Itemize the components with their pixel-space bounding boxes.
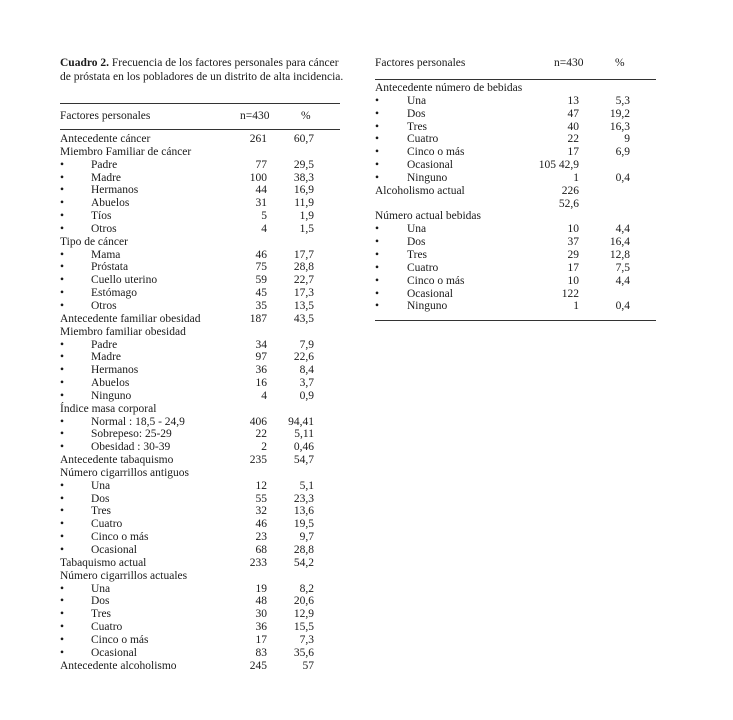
- row-n-value: 233: [249, 556, 267, 569]
- row-n-value: 45: [255, 287, 267, 300]
- row-label: Hermanos: [91, 184, 139, 197]
- table-row: [60, 660, 340, 673]
- row-pct-value: 57: [302, 659, 314, 672]
- row-label: Antecedente familiar obesidad: [60, 312, 201, 325]
- row-n-value: 52,6: [558, 197, 579, 210]
- bullet-icon: •: [60, 299, 65, 312]
- row-pct-value: 60,7: [293, 133, 314, 145]
- row-n-value: 30: [255, 608, 267, 621]
- bullet-icon: •: [60, 646, 65, 659]
- row-label: Tabaquismo actual: [60, 556, 147, 569]
- row-n-value: 29: [567, 248, 579, 261]
- table-row: [375, 121, 656, 134]
- row-label: Próstata: [91, 261, 129, 274]
- row-n-value: 10: [567, 223, 579, 236]
- table-row: [375, 198, 656, 211]
- bullet-icon: •: [375, 107, 380, 120]
- table-row: [375, 185, 656, 198]
- row-n-value: 44: [255, 184, 267, 197]
- row-label: Ocasional: [407, 287, 453, 300]
- bullet-icon: •: [375, 146, 380, 159]
- bullet-icon: •: [375, 274, 380, 287]
- table-row: [375, 236, 656, 249]
- row-label: Cinco o más: [91, 531, 149, 544]
- table-row: [60, 210, 340, 223]
- table-row: [60, 351, 340, 364]
- table-row: [60, 133, 340, 146]
- bullet-icon: •: [60, 261, 65, 274]
- bullet-icon: •: [60, 389, 65, 402]
- table-row: [60, 454, 340, 467]
- table-row: [60, 146, 340, 159]
- row-pct-value: 19,5: [293, 518, 314, 531]
- row-label: Madre: [91, 351, 122, 364]
- bullet-icon: •: [60, 184, 65, 197]
- row-label: Tres: [91, 505, 112, 518]
- left-header-n: n=430: [240, 110, 270, 122]
- row-pct-value: 9: [624, 133, 630, 146]
- caption-label: Cuadro 2.: [60, 57, 109, 69]
- table-row: [60, 608, 340, 621]
- bullet-icon: •: [375, 223, 380, 236]
- row-label: Dos: [407, 236, 426, 249]
- row-pct-value: 6,9: [615, 146, 630, 159]
- row-pct-value: 16,4: [609, 236, 630, 249]
- row-pct-value: 7,3: [299, 633, 314, 646]
- row-pct-value: 8,2: [299, 582, 314, 595]
- table-row: [60, 505, 340, 518]
- row-pct-value: 16,9: [293, 184, 314, 197]
- row-pct-value: 1,5: [299, 222, 314, 235]
- row-label: Cuatro: [407, 133, 439, 146]
- table-row: [375, 159, 656, 172]
- table-row: [60, 595, 340, 608]
- row-pct-value: 20,6: [293, 595, 314, 608]
- row-n-value: 10: [567, 274, 579, 287]
- row-n-value: 40: [567, 120, 579, 133]
- row-label: Cuatro: [91, 518, 123, 531]
- table-row: [60, 416, 340, 429]
- row-n-value: 55: [255, 492, 267, 505]
- row-label: Madre: [91, 171, 122, 184]
- bullet-icon: •: [60, 518, 65, 531]
- bullet-icon: •: [60, 608, 65, 621]
- table-row: [60, 647, 340, 660]
- row-n-value: 122: [561, 287, 579, 300]
- row-n-value: 23: [255, 531, 267, 544]
- bullet-icon: •: [60, 633, 65, 646]
- row-label: Cinco o más: [407, 146, 465, 159]
- row-n-value: 19: [255, 582, 267, 595]
- row-n-value: 77: [255, 158, 267, 171]
- bullet-icon: •: [60, 377, 65, 390]
- table-row: [60, 403, 340, 416]
- table-row: [375, 262, 656, 275]
- row-label: Una: [91, 479, 111, 492]
- right-header-n: n=430: [554, 57, 584, 69]
- bullet-icon: •: [375, 236, 380, 249]
- table-row: [60, 261, 340, 274]
- row-n-value: 36: [255, 621, 267, 634]
- row-label: Ninguno: [91, 389, 132, 402]
- table-row: [375, 146, 656, 159]
- table-row: [60, 634, 340, 647]
- row-label: Cuatro: [407, 261, 439, 274]
- row-label: Cinco o más: [407, 274, 465, 287]
- row-pct-value: 13,5: [293, 299, 314, 312]
- table-row: [60, 223, 340, 236]
- row-pct-value: 17,3: [293, 287, 314, 300]
- bullet-icon: •: [60, 621, 65, 634]
- row-pct-value: 43,5: [293, 312, 314, 325]
- table-row: [375, 133, 656, 146]
- row-pct-value: 4,4: [615, 274, 630, 287]
- row-label: Padre: [91, 158, 118, 171]
- table-row: [60, 518, 340, 531]
- row-n-value: 37: [567, 236, 579, 249]
- table-row: [375, 288, 656, 301]
- row-n-value: 46: [255, 518, 267, 531]
- bullet-icon: •: [60, 274, 65, 287]
- bullet-icon: •: [60, 531, 65, 544]
- row-n-value: 83: [255, 646, 267, 659]
- bullet-icon: •: [375, 248, 380, 261]
- bullet-icon: •: [60, 441, 65, 454]
- row-pct-value: 1,9: [299, 210, 314, 223]
- table-row: [60, 287, 340, 300]
- row-label: Antecedente cáncer: [60, 133, 151, 145]
- row-n-value: 235: [249, 454, 267, 467]
- row-label: Número cigarrillos antiguos: [60, 466, 190, 479]
- table-row: [60, 621, 340, 634]
- left-header-factor: Factores personales: [60, 110, 151, 122]
- right-bottom-rule: [375, 320, 656, 321]
- table-row: [375, 249, 656, 262]
- table-row: [60, 480, 340, 493]
- row-pct-value: 19,2: [609, 107, 630, 120]
- row-pct-value: 4,4: [615, 223, 630, 236]
- row-n-value: 245: [249, 659, 267, 672]
- table-row: [60, 300, 340, 313]
- row-n-value: 36: [255, 364, 267, 377]
- row-n-value: 187: [249, 312, 267, 325]
- row-label: Número actual bebidas: [375, 210, 482, 223]
- row-label: Mama: [91, 248, 121, 261]
- table-row: [375, 82, 656, 95]
- row-label: Cuatro: [91, 621, 123, 634]
- row-label: Dos: [407, 107, 426, 120]
- row-label: Ocasional: [91, 544, 137, 556]
- row-n-value: 47: [567, 107, 579, 120]
- table-row: [60, 197, 340, 210]
- table-row: [375, 210, 656, 223]
- table-row: [60, 493, 340, 506]
- row-pct-value: 13,6: [293, 505, 314, 518]
- row-n-value: 17: [567, 261, 579, 274]
- left-header-rule: [60, 129, 340, 130]
- row-n-value: 1: [573, 300, 579, 313]
- row-label: Antecedente alcoholismo: [60, 659, 177, 672]
- bullet-icon: •: [60, 210, 65, 223]
- row-n-value: 97: [255, 351, 267, 364]
- row-label: Antecedente número de bebidas: [375, 82, 523, 94]
- row-label: Normal : 18,5 - 24,9: [91, 415, 185, 428]
- table-row: [60, 159, 340, 172]
- row-pct-value: 22,6: [293, 351, 314, 364]
- bullet-icon: •: [60, 287, 65, 300]
- left-top-rule: [60, 103, 340, 104]
- row-pct-value: 54,2: [293, 556, 314, 569]
- row-pct-value: 28,8: [293, 261, 314, 274]
- bullet-icon: •: [60, 582, 65, 595]
- row-label: Número cigarrillos actuales: [60, 569, 188, 582]
- row-label: Abuelos: [91, 377, 130, 390]
- row-n-value: 1: [573, 171, 579, 184]
- row-n-value: 100: [249, 171, 267, 184]
- table-row: [60, 313, 340, 326]
- row-label: Ninguno: [407, 171, 448, 184]
- row-n-value: 75: [255, 261, 267, 274]
- bullet-icon: •: [60, 479, 65, 492]
- row-pct-value: 7,9: [299, 338, 314, 351]
- row-pct-value: 12,9: [293, 608, 314, 621]
- row-n-value: 48: [255, 595, 267, 608]
- row-pct-value: 12,8: [609, 248, 630, 261]
- table-row: [375, 108, 656, 121]
- bullet-icon: •: [60, 415, 65, 428]
- row-pct-value: 0,4: [615, 300, 630, 313]
- row-label: Sobrepeso: 25-29: [91, 428, 172, 441]
- bullet-icon: •: [375, 287, 380, 300]
- row-label: Índice masa corporal: [60, 402, 157, 415]
- row-pct-value: 28,8: [293, 544, 314, 556]
- row-n-value: 35: [255, 299, 267, 312]
- row-label: Otros: [91, 299, 117, 312]
- bullet-icon: •: [60, 222, 65, 235]
- row-pct-value: 11,9: [294, 197, 314, 210]
- bullet-icon: •: [375, 94, 380, 107]
- row-label: Tres: [407, 248, 428, 261]
- bullet-icon: •: [60, 492, 65, 505]
- row-n-value: 261: [249, 133, 267, 145]
- table-row: [375, 172, 656, 185]
- row-n-value: 31: [255, 197, 267, 210]
- row-n-value: 105 42,9: [538, 159, 579, 172]
- row-pct-value: 29,5: [293, 158, 314, 171]
- table-row: [60, 544, 340, 557]
- bullet-icon: •: [60, 171, 65, 184]
- row-n-value: 59: [255, 274, 267, 287]
- bullet-icon: •: [60, 428, 65, 441]
- table-row: [60, 557, 340, 570]
- bullet-icon: •: [375, 261, 380, 274]
- row-label: Tíos: [91, 210, 112, 223]
- row-pct-value: 22,7: [293, 274, 314, 287]
- row-label: Alcoholismo actual: [375, 184, 465, 197]
- bullet-icon: •: [60, 248, 65, 261]
- row-n-value: 5: [261, 210, 267, 223]
- row-label: Obesidad : 30-39: [91, 441, 171, 454]
- bullet-icon: •: [375, 300, 380, 313]
- table-row: [60, 467, 340, 480]
- table-row: [60, 339, 340, 352]
- row-n-value: 2: [261, 441, 267, 454]
- caption-text: Frecuencia de los factores personales para cáncer de próstata en los pobladores de un distrito de alta incidencia.: [60, 57, 344, 83]
- row-label: Otros: [91, 222, 117, 235]
- row-pct-value: 8,4: [299, 364, 314, 377]
- table-row: [60, 184, 340, 197]
- table-row: [60, 249, 340, 262]
- row-n-value: 17: [567, 146, 579, 159]
- row-pct-value: 5,11: [294, 428, 314, 441]
- row-pct-value: 5,1: [299, 479, 314, 492]
- left-table-body: [60, 133, 340, 672]
- right-header-rule: [375, 79, 656, 80]
- row-label: Miembro Familiar de cáncer: [60, 145, 192, 158]
- table-row: [60, 364, 340, 377]
- row-n-value: 68: [255, 544, 267, 556]
- row-label: Dos: [91, 492, 110, 505]
- row-n-value: 32: [255, 505, 267, 518]
- table-caption: [60, 56, 345, 84]
- table-row: [60, 377, 340, 390]
- row-label: Tipo de cáncer: [60, 235, 128, 248]
- row-n-value: 13: [567, 94, 579, 107]
- row-n-value: 22: [567, 133, 579, 146]
- row-label: Miembro familiar obesidad: [60, 325, 186, 338]
- bullet-icon: •: [60, 158, 65, 171]
- row-label: Estómago: [91, 287, 137, 300]
- row-label: Cuello uterino: [91, 274, 158, 287]
- bullet-icon: •: [375, 120, 380, 133]
- bullet-icon: •: [375, 133, 380, 146]
- row-pct-value: 0,4: [615, 171, 630, 184]
- table-row: [375, 300, 656, 313]
- row-pct-value: 94,41: [288, 415, 314, 428]
- row-label: Tres: [407, 120, 428, 133]
- row-n-value: 16: [255, 377, 267, 390]
- row-label: Hermanos: [91, 364, 139, 377]
- table-row: [60, 274, 340, 287]
- bullet-icon: •: [60, 364, 65, 377]
- bullet-icon: •: [60, 544, 65, 556]
- row-pct-value: 0,46: [293, 441, 314, 454]
- table-row: [60, 570, 340, 583]
- bullet-icon: •: [60, 338, 65, 351]
- table-row: [60, 390, 340, 403]
- row-n-value: 22: [255, 428, 267, 441]
- table-row: [375, 95, 656, 108]
- bullet-icon: •: [60, 505, 65, 518]
- right-header-factor: Factores personales: [375, 57, 466, 69]
- row-n-value: 4: [261, 389, 267, 402]
- row-n-value: 12: [255, 479, 267, 492]
- row-pct-value: 35,6: [293, 646, 314, 659]
- row-n-value: 34: [255, 338, 267, 351]
- table-row: [60, 172, 340, 185]
- bullet-icon: •: [60, 197, 65, 210]
- row-label: Padre: [91, 338, 118, 351]
- bullet-icon: •: [60, 351, 65, 364]
- row-pct-value: 7,5: [615, 261, 630, 274]
- row-label: Ninguno: [407, 300, 448, 313]
- row-pct-value: 54,7: [293, 454, 314, 467]
- table-row: [60, 583, 340, 596]
- table-row: [60, 326, 340, 339]
- bullet-icon: •: [375, 159, 380, 172]
- table-row: [60, 428, 340, 441]
- row-label: Cinco o más: [91, 633, 149, 646]
- row-pct-value: 23,3: [293, 492, 314, 505]
- table-row: [60, 441, 340, 454]
- row-n-value: 17: [255, 633, 267, 646]
- row-pct-value: 5,3: [615, 94, 630, 107]
- row-label: Dos: [91, 595, 110, 608]
- right-header-pct: %: [615, 57, 625, 69]
- table-row: [60, 531, 340, 544]
- row-label: Una: [407, 94, 427, 107]
- table-row: [375, 275, 656, 288]
- row-label: Una: [91, 582, 111, 595]
- row-n-value: 46: [255, 248, 267, 261]
- left-header-pct: %: [301, 110, 311, 122]
- row-n-value: 226: [561, 184, 579, 197]
- row-pct-value: 9,7: [299, 531, 314, 544]
- row-pct-value: 38,3: [293, 171, 314, 184]
- row-label: Antecedente tabaquismo: [60, 454, 174, 467]
- row-n-value: 4: [261, 222, 267, 235]
- row-pct-value: 0,9: [299, 389, 314, 402]
- row-pct-value: 15,5: [293, 621, 314, 634]
- table-row: [375, 223, 656, 236]
- bullet-icon: •: [60, 595, 65, 608]
- row-n-value: 406: [249, 415, 267, 428]
- row-label: Ocasional: [407, 159, 453, 172]
- row-label: Una: [407, 223, 427, 236]
- row-label: Abuelos: [91, 197, 130, 210]
- right-table-body: [375, 82, 656, 313]
- row-pct-value: 17,7: [293, 248, 314, 261]
- row-pct-value: 3,7: [299, 377, 314, 390]
- row-label: Ocasional: [91, 646, 137, 659]
- row-pct-value: 16,3: [609, 120, 630, 133]
- table-row: [60, 236, 340, 249]
- bullet-icon: •: [375, 171, 380, 184]
- row-label: Tres: [91, 608, 112, 621]
